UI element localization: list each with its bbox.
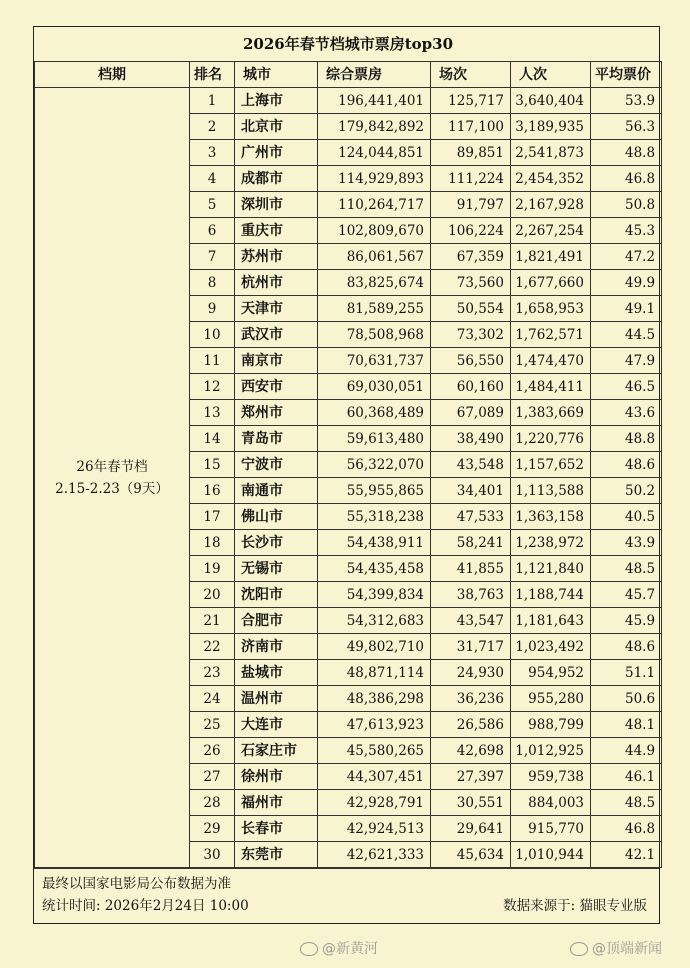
rank-cell: 24 [190, 686, 235, 712]
attendance-cell: 1,113,588 [511, 478, 591, 504]
weibo-icon [300, 942, 318, 956]
rank-cell: 18 [190, 530, 235, 556]
box-office-cell: 81,589,255 [318, 296, 431, 322]
screenings-cell: 106,224 [431, 218, 511, 244]
box-office-cell: 42,924,513 [318, 816, 431, 842]
attendance-cell: 1,658,953 [511, 296, 591, 322]
box-office-cell: 56,322,070 [318, 452, 431, 478]
screenings-cell: 45,634 [431, 842, 511, 868]
box-office-cell: 54,399,834 [318, 582, 431, 608]
attendance-cell: 1,238,972 [511, 530, 591, 556]
box-office-cell: 54,438,911 [318, 530, 431, 556]
rank-cell: 15 [190, 452, 235, 478]
avg-price-cell: 49.9 [591, 270, 662, 296]
rank-cell: 23 [190, 660, 235, 686]
header-rank: 排名 [190, 62, 235, 88]
screenings-cell: 43,548 [431, 452, 511, 478]
screenings-cell: 50,554 [431, 296, 511, 322]
attendance-cell: 3,189,935 [511, 114, 591, 140]
box-office-cell: 47,613,923 [318, 712, 431, 738]
box-office-table-sheet [33, 26, 660, 924]
avg-price-cell: 43.9 [591, 530, 662, 556]
footer-source: 数据来源于: 猫眼专业版 [503, 898, 647, 914]
box-office-cell: 42,621,333 [318, 842, 431, 868]
avg-price-cell: 46.5 [591, 374, 662, 400]
city-cell: 沈阳市 [235, 582, 318, 608]
avg-price-cell: 47.2 [591, 244, 662, 270]
city-cell: 西安市 [235, 374, 318, 400]
city-cell: 武汉市 [235, 322, 318, 348]
city-cell: 重庆市 [235, 218, 318, 244]
screenings-cell: 30,551 [431, 790, 511, 816]
box-office-cell: 48,871,114 [318, 660, 431, 686]
rank-cell: 22 [190, 634, 235, 660]
city-cell: 无锡市 [235, 556, 318, 582]
table-footer [34, 868, 659, 923]
rank-cell: 14 [190, 426, 235, 452]
city-cell: 东莞市 [235, 842, 318, 868]
attendance-cell: 1,010,944 [511, 842, 591, 868]
box-office-table [34, 27, 662, 868]
city-cell: 石家庄市 [235, 738, 318, 764]
avg-price-cell: 45.7 [591, 582, 662, 608]
rank-cell: 28 [190, 790, 235, 816]
avg-price-cell: 50.8 [591, 192, 662, 218]
avg-price-cell: 43.6 [591, 400, 662, 426]
box-office-cell: 124,044,851 [318, 140, 431, 166]
screenings-cell: 24,930 [431, 660, 511, 686]
screenings-cell: 42,698 [431, 738, 511, 764]
box-office-cell: 86,061,567 [318, 244, 431, 270]
rank-cell: 29 [190, 816, 235, 842]
city-cell: 南通市 [235, 478, 318, 504]
screenings-cell: 31,717 [431, 634, 511, 660]
screenings-cell: 56,550 [431, 348, 511, 374]
rank-cell: 5 [190, 192, 235, 218]
screenings-cell: 125,717 [431, 88, 511, 114]
attendance-cell: 2,541,873 [511, 140, 591, 166]
avg-price-cell: 56.3 [591, 114, 662, 140]
rank-cell: 7 [190, 244, 235, 270]
box-office-cell: 110,264,717 [318, 192, 431, 218]
table-title: 2026年春节档城市票房top30 [35, 27, 662, 62]
screenings-cell: 34,401 [431, 478, 511, 504]
rank-cell: 11 [190, 348, 235, 374]
avg-price-cell: 42.1 [591, 842, 662, 868]
rank-cell: 30 [190, 842, 235, 868]
avg-price-cell: 46.1 [591, 764, 662, 790]
screenings-cell: 117,100 [431, 114, 511, 140]
attendance-cell: 915,770 [511, 816, 591, 842]
attendance-cell: 1,220,776 [511, 426, 591, 452]
footer-stat-time: 统计时间: 2026年2月24日 10:00 [42, 898, 249, 914]
screenings-cell: 47,533 [431, 504, 511, 530]
avg-price-cell: 47.9 [591, 348, 662, 374]
period-cell [35, 88, 190, 868]
period-dates: 2.15-2.23（9天） [55, 480, 169, 497]
city-cell: 合肥市 [235, 608, 318, 634]
box-office-cell: 179,842,892 [318, 114, 431, 140]
attendance-cell: 884,003 [511, 790, 591, 816]
avg-price-cell: 48.6 [591, 452, 662, 478]
city-cell: 上海市 [235, 88, 318, 114]
screenings-cell: 38,763 [431, 582, 511, 608]
rank-cell: 17 [190, 504, 235, 530]
table-row [35, 88, 662, 114]
period-label: 26年春节档 [76, 458, 148, 475]
box-office-cell: 70,631,737 [318, 348, 431, 374]
rank-cell: 16 [190, 478, 235, 504]
avg-price-cell: 48.1 [591, 712, 662, 738]
box-office-cell: 54,435,458 [318, 556, 431, 582]
rank-cell: 1 [190, 88, 235, 114]
header-city: 城市 [235, 62, 318, 88]
city-cell: 佛山市 [235, 504, 318, 530]
city-cell: 长沙市 [235, 530, 318, 556]
weibo-icon [570, 942, 588, 956]
box-office-cell: 55,955,865 [318, 478, 431, 504]
attendance-cell: 954,952 [511, 660, 591, 686]
screenings-cell: 111,224 [431, 166, 511, 192]
avg-price-cell: 44.5 [591, 322, 662, 348]
attendance-cell: 1,677,660 [511, 270, 591, 296]
rank-cell: 12 [190, 374, 235, 400]
attendance-cell: 1,762,571 [511, 322, 591, 348]
attendance-cell: 2,454,352 [511, 166, 591, 192]
screenings-cell: 27,397 [431, 764, 511, 790]
city-cell: 苏州市 [235, 244, 318, 270]
rank-cell: 20 [190, 582, 235, 608]
city-cell: 成都市 [235, 166, 318, 192]
rank-cell: 21 [190, 608, 235, 634]
attendance-cell: 1,181,643 [511, 608, 591, 634]
city-cell: 徐州市 [235, 764, 318, 790]
screenings-cell: 43,547 [431, 608, 511, 634]
rank-cell: 6 [190, 218, 235, 244]
screenings-cell: 67,359 [431, 244, 511, 270]
attendance-cell: 1,012,925 [511, 738, 591, 764]
header-period: 档期 [35, 62, 190, 88]
rank-cell: 10 [190, 322, 235, 348]
avg-price-cell: 46.8 [591, 166, 662, 192]
attendance-cell: 1,484,411 [511, 374, 591, 400]
box-office-cell: 49,802,710 [318, 634, 431, 660]
screenings-cell: 38,490 [431, 426, 511, 452]
box-office-cell: 54,312,683 [318, 608, 431, 634]
attendance-cell: 1,821,491 [511, 244, 591, 270]
avg-price-cell: 53.9 [591, 88, 662, 114]
attendance-cell: 2,267,254 [511, 218, 591, 244]
attendance-cell: 955,280 [511, 686, 591, 712]
attendance-cell: 1,363,158 [511, 504, 591, 530]
avg-price-cell: 50.6 [591, 686, 662, 712]
watermark-xinhuanghe: @新黄河 [300, 938, 378, 958]
screenings-cell: 36,236 [431, 686, 511, 712]
header-attendance: 人次 [511, 62, 591, 88]
attendance-cell: 959,738 [511, 764, 591, 790]
attendance-cell: 3,640,404 [511, 88, 591, 114]
avg-price-cell: 48.6 [591, 634, 662, 660]
screenings-cell: 73,560 [431, 270, 511, 296]
box-office-cell: 196,441,401 [318, 88, 431, 114]
city-cell: 大连市 [235, 712, 318, 738]
attendance-cell: 1,121,840 [511, 556, 591, 582]
footer-note: 最终以国家电影局公布数据为准 [42, 876, 231, 892]
attendance-cell: 1,383,669 [511, 400, 591, 426]
rank-cell: 27 [190, 764, 235, 790]
box-office-cell: 45,580,265 [318, 738, 431, 764]
screenings-cell: 58,241 [431, 530, 511, 556]
city-cell: 郑州市 [235, 400, 318, 426]
avg-price-cell: 48.5 [591, 556, 662, 582]
rank-cell: 19 [190, 556, 235, 582]
rank-cell: 8 [190, 270, 235, 296]
avg-price-cell: 50.2 [591, 478, 662, 504]
city-cell: 济南市 [235, 634, 318, 660]
screenings-cell: 60,160 [431, 374, 511, 400]
attendance-cell: 1,157,652 [511, 452, 591, 478]
screenings-cell: 29,641 [431, 816, 511, 842]
avg-price-cell: 48.8 [591, 426, 662, 452]
box-office-cell: 60,368,489 [318, 400, 431, 426]
screenings-cell: 26,586 [431, 712, 511, 738]
attendance-cell: 1,023,492 [511, 634, 591, 660]
avg-price-cell: 49.1 [591, 296, 662, 322]
box-office-cell: 59,613,480 [318, 426, 431, 452]
box-office-cell: 55,318,238 [318, 504, 431, 530]
header-avg-price: 平均票价 [591, 62, 662, 88]
city-cell: 长春市 [235, 816, 318, 842]
avg-price-cell: 46.8 [591, 816, 662, 842]
box-office-cell: 48,386,298 [318, 686, 431, 712]
box-office-cell: 102,809,670 [318, 218, 431, 244]
city-cell: 天津市 [235, 296, 318, 322]
screenings-cell: 67,089 [431, 400, 511, 426]
header-row [35, 62, 662, 88]
city-cell: 杭州市 [235, 270, 318, 296]
avg-price-cell: 48.8 [591, 140, 662, 166]
city-cell: 宁波市 [235, 452, 318, 478]
rank-cell: 13 [190, 400, 235, 426]
screenings-cell: 91,797 [431, 192, 511, 218]
box-office-cell: 83,825,674 [318, 270, 431, 296]
city-cell: 福州市 [235, 790, 318, 816]
header-screenings: 场次 [431, 62, 511, 88]
box-office-cell: 78,508,968 [318, 322, 431, 348]
city-cell: 青岛市 [235, 426, 318, 452]
avg-price-cell: 48.5 [591, 790, 662, 816]
header-box-office: 综合票房 [318, 62, 431, 88]
screenings-cell: 41,855 [431, 556, 511, 582]
avg-price-cell: 45.3 [591, 218, 662, 244]
box-office-cell: 42,928,791 [318, 790, 431, 816]
screenings-cell: 89,851 [431, 140, 511, 166]
avg-price-cell: 45.9 [591, 608, 662, 634]
city-cell: 深圳市 [235, 192, 318, 218]
city-cell: 温州市 [235, 686, 318, 712]
city-cell: 广州市 [235, 140, 318, 166]
rank-cell: 25 [190, 712, 235, 738]
box-office-cell: 114,929,893 [318, 166, 431, 192]
box-office-cell: 69,030,051 [318, 374, 431, 400]
city-cell: 北京市 [235, 114, 318, 140]
rank-cell: 9 [190, 296, 235, 322]
screenings-cell: 73,302 [431, 322, 511, 348]
avg-price-cell: 44.9 [591, 738, 662, 764]
city-cell: 盐城市 [235, 660, 318, 686]
attendance-cell: 988,799 [511, 712, 591, 738]
city-cell: 南京市 [235, 348, 318, 374]
attendance-cell: 1,474,470 [511, 348, 591, 374]
rank-cell: 2 [190, 114, 235, 140]
rank-cell: 26 [190, 738, 235, 764]
avg-price-cell: 40.5 [591, 504, 662, 530]
avg-price-cell: 51.1 [591, 660, 662, 686]
rank-cell: 3 [190, 140, 235, 166]
rank-cell: 4 [190, 166, 235, 192]
attendance-cell: 2,167,928 [511, 192, 591, 218]
watermark-dingduan: @顶端新闻 [570, 938, 662, 958]
attendance-cell: 1,188,744 [511, 582, 591, 608]
box-office-cell: 44,307,451 [318, 764, 431, 790]
